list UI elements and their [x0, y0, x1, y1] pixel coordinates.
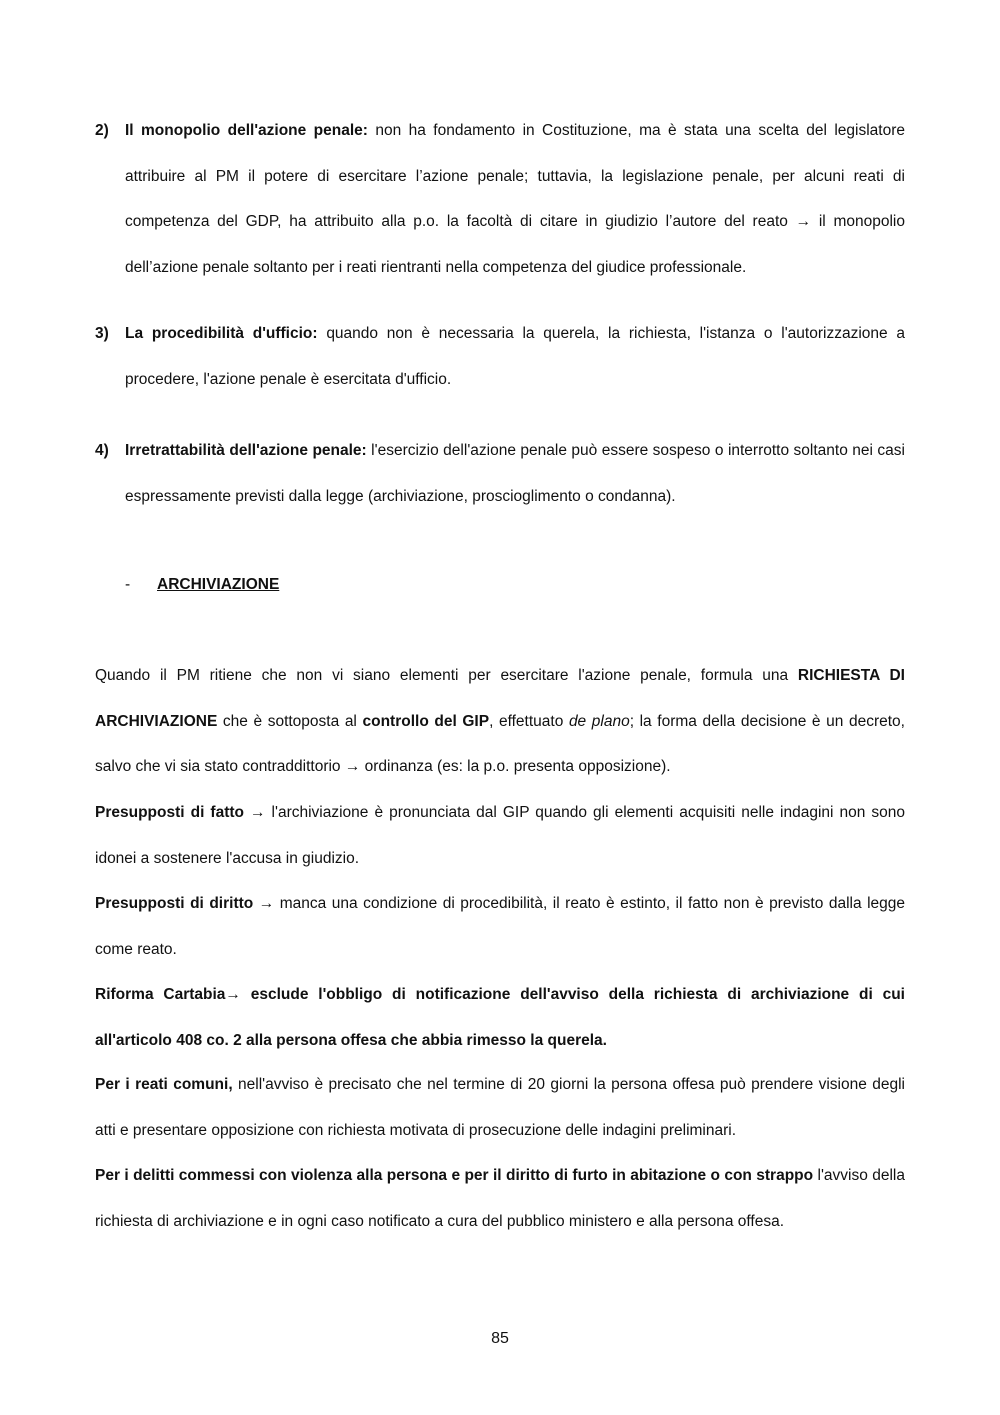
list-item-3: [95, 311, 905, 402]
paragraph-text: l'avviso della richiesta di archiviazione e in ogni caso notificato a cura del pubblico ministero e alla persona offesa.: [95, 1167, 905, 1230]
paragraph-archiviazione-intro: [95, 653, 905, 790]
list-item-description: non ha fondamento in Costituzione, ma è stata una scelta del legislatore attribuire al PM il potere di esercitare l’azione penale; tuttavia, la legislazione penale, per alcuni reati di competenza del GDP, ha attribuito alla p.o. la facoltà di citare in giudizio l’autore del reato → il monopolio dell’azione penale soltanto per i reati rientranti nella competenza del giudice professionale.: [125, 122, 905, 276]
paragraph-reati-comuni: [95, 1062, 905, 1153]
list-item-2: [95, 108, 905, 290]
list-item-text: [125, 311, 905, 402]
heading-title: ARCHIVIAZIONE: [157, 576, 280, 593]
paragraph-delitti-violenza: [95, 1153, 905, 1244]
heading-dash: -: [125, 576, 131, 593]
bold-term: Per i reati comuni,: [95, 1076, 233, 1093]
list-item-term: La procedibilità d'ufficio:: [125, 325, 318, 342]
paragraph-presupposti-fatto: [95, 790, 905, 881]
list-number: 3): [95, 325, 109, 342]
list-item-text: [125, 428, 905, 519]
paragraph-text: che è sottoposta al: [217, 712, 363, 730]
paragraph-text: → l'archiviazione è pronunciata dal GIP quando gli elementi acquisiti nelle indagini non sono idonei a sostenere l'accusa in giudizio.: [95, 804, 905, 867]
paragraph-text: ; la forma della decisione è un decreto, salvo che vi sia stato contraddittorio → ordinanza (es: la p.o. presenta opposizione).: [95, 712, 905, 775]
list-item-term: Il monopolio dell'azione penale:: [125, 122, 368, 139]
bold-term: Presupposti di diritto: [95, 895, 254, 912]
section-heading: [125, 570, 279, 600]
paragraph-text: → manca una condizione di procedibilità, il reato è estinto, il fatto non è previsto dalla legge come reato.: [95, 895, 905, 958]
paragraph-text: nell'avviso è precisato che nel termine di 20 giorni la persona offesa può prendere visione degli atti e presentare opposizione con richiesta motivata di prosecuzione delle indagini preliminari.: [95, 1076, 905, 1139]
list-number: 2): [95, 122, 109, 139]
list-item-term: Irretrattabilità dell'azione penale:: [125, 442, 367, 459]
paragraph-text: , effettuato: [489, 712, 569, 730]
bold-term: Per i delitti commessi con violenza alla persona e per il diritto di furto in abitazione o con strappo: [95, 1167, 814, 1184]
list-item-4: [95, 428, 905, 519]
italic-term: de plano: [568, 712, 630, 730]
bold-term: Presupposti di fatto: [95, 804, 244, 821]
bold-term: RICHIESTA DI ARCHIVIAZIONE: [95, 667, 905, 730]
page-number: 85: [491, 1330, 509, 1347]
list-number: 4): [95, 442, 109, 459]
paragraph-presupposti-diritto: [95, 881, 905, 972]
bold-term: controllo del GIP: [362, 712, 490, 730]
list-item-description: l'esercizio dell'azione penale può essere sospeso o interrotto soltanto nei casi espressamente previsti dalla legge (archiviazione, proscioglimento o condanna).: [125, 442, 905, 505]
paragraph-riforma-cartabia: Riforma Cartabia→ esclude l'obbligo di notificazione dell'avviso della richiesta di archiviazione di cui all'articolo 408 co. 2 alla persona offesa che abbia rimesso la querela.: [95, 986, 905, 1049]
list-item-description: quando non è necessaria la querela, la richiesta, l'istanza o l'autorizzazione a procedere, l'azione penale è esercitata d'ufficio.: [125, 325, 905, 388]
list-item-text: [125, 108, 905, 290]
paragraph-text: Quando il PM ritiene che non vi siano elementi per esercitare l'azione penale, formula una: [95, 667, 798, 684]
